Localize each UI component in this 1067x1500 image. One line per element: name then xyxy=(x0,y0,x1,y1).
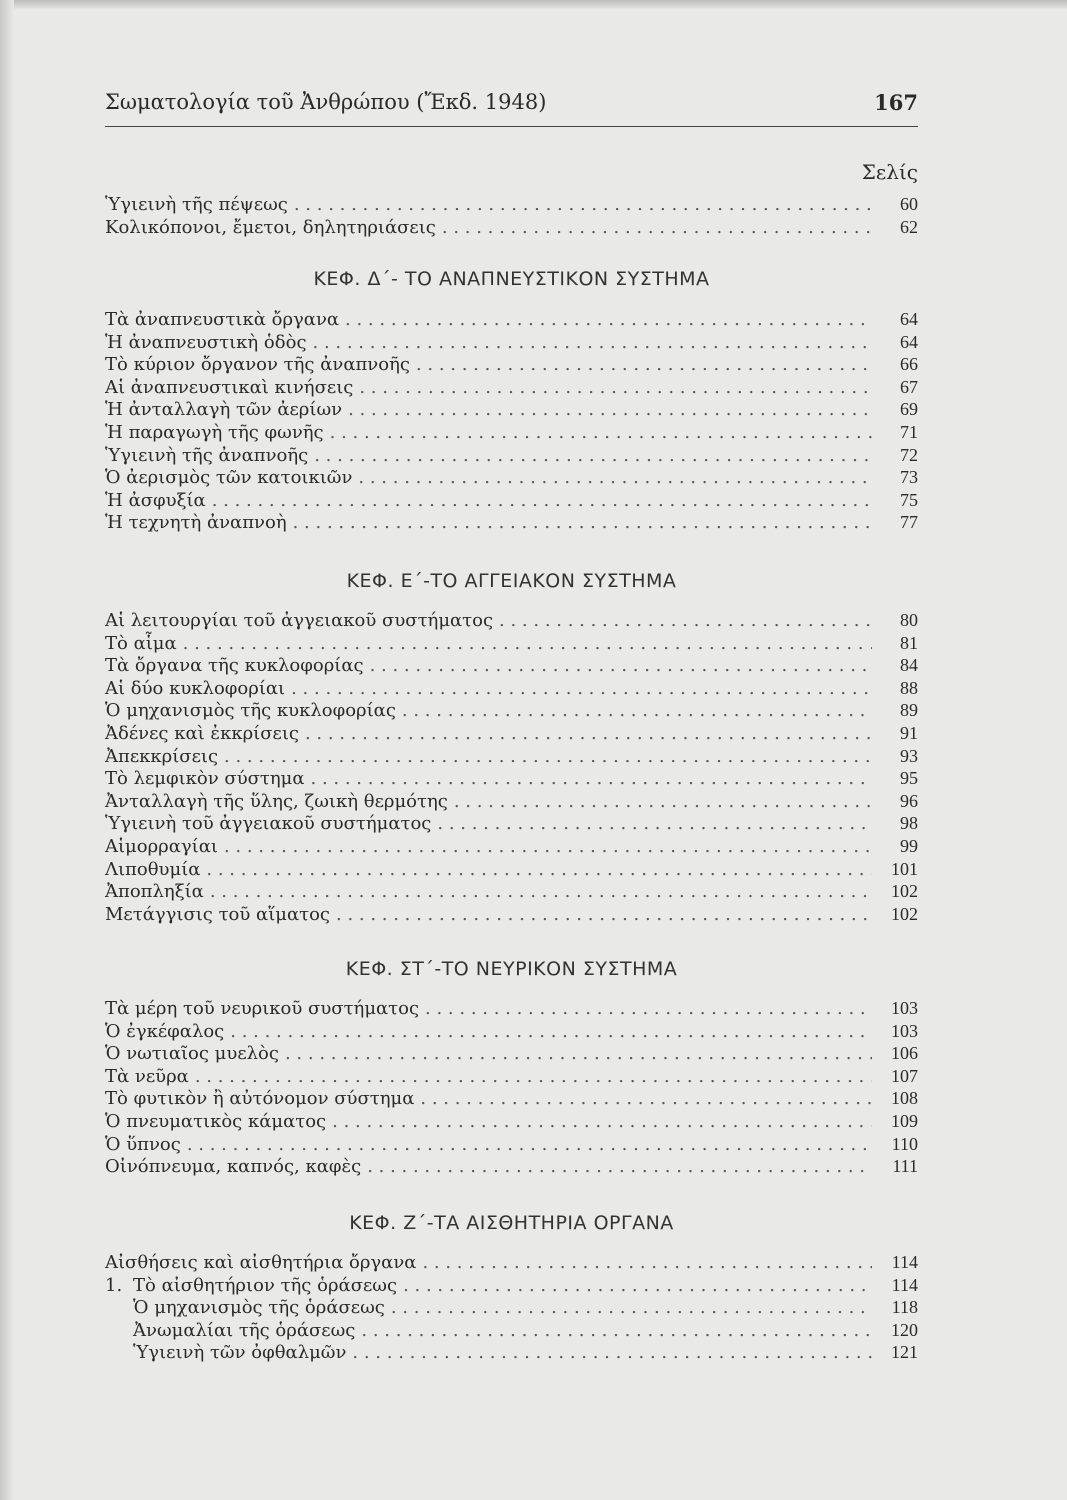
toc-entry-label: Ὁ μηχανισμὸς τῆς ὁράσεως xyxy=(133,1297,385,1319)
toc-entry-label: Ἡ ἀσφυξία xyxy=(105,489,206,511)
toc-entry xyxy=(105,790,918,813)
toc-entry xyxy=(105,1087,918,1110)
toc-dot-leader xyxy=(370,654,872,677)
toc-entry-label: Τὸ κύριον ὄργανον τῆς ἀναπνοῆς xyxy=(105,354,410,376)
toc-entry-page: 62 xyxy=(900,216,918,237)
toc-entry-label: Αἱμορραγίαι xyxy=(105,836,218,857)
toc-entry xyxy=(105,444,918,467)
toc-dot-leader xyxy=(291,677,872,700)
toc-entry xyxy=(105,353,918,376)
toc-entry-page: 98 xyxy=(900,813,918,834)
toc-entry-label: Ἀποπληξία xyxy=(105,881,204,903)
toc-entry xyxy=(105,1341,918,1364)
toc-entry-page: 69 xyxy=(900,399,918,420)
toc-entry xyxy=(105,654,918,677)
toc-entry xyxy=(105,1155,918,1178)
toc-entry-label: Αἱ ἀναπνευστικαὶ κινήσεις xyxy=(105,376,354,398)
page-binding-edge xyxy=(0,0,14,1500)
toc-dot-leader xyxy=(294,193,872,216)
toc-entry-page: 67 xyxy=(900,376,918,397)
toc-dot-leader xyxy=(212,489,872,512)
toc-entry-page: 120 xyxy=(891,1319,918,1340)
toc-entry-page: 88 xyxy=(900,677,918,698)
toc-entry-page: 73 xyxy=(900,467,918,488)
toc-entry-page: 106 xyxy=(891,1043,918,1064)
toc-entry xyxy=(105,1020,918,1043)
toc-entry-label: Ὁ πνευματικὸς κάματος xyxy=(105,1111,327,1132)
toc-entry-page: 96 xyxy=(900,790,918,811)
toc-entry xyxy=(105,193,918,216)
toc-dot-leader xyxy=(420,1087,872,1110)
toc-entry-page: 103 xyxy=(891,1020,918,1041)
toc-entry xyxy=(105,331,918,354)
toc-entry-page: 102 xyxy=(891,881,918,902)
toc-entry-label: Τὰ ἀναπνευστικὰ ὄργανα xyxy=(105,309,340,330)
toc-entry-page: 80 xyxy=(900,610,918,630)
toc-entry xyxy=(105,1319,918,1342)
toc-entry-page: 77 xyxy=(900,512,918,533)
toc-dot-leader xyxy=(195,1065,872,1088)
toc-entry-label: Τὸ αἷμα xyxy=(105,632,177,654)
toc-entry xyxy=(105,677,918,700)
toc-dot-leader xyxy=(437,812,872,835)
toc-entry xyxy=(105,376,918,399)
toc-entry xyxy=(105,835,918,858)
toc-entry-page: 60 xyxy=(900,194,918,214)
toc-entry-label: Τὸ λεμφικὸν σύστημα xyxy=(105,768,305,790)
toc-entry-page: 101 xyxy=(891,858,918,879)
toc-entry xyxy=(105,511,918,534)
toc-dot-leader xyxy=(348,398,872,421)
toc-entry-page: 103 xyxy=(891,998,918,1018)
toc-entry-label: Ἡ ἀναπνευστικὴ ὁδὸς xyxy=(105,331,307,353)
toc-entry-label: Τὰ νεῦρα xyxy=(105,1065,189,1087)
toc-entry xyxy=(105,421,918,444)
page-number: 167 xyxy=(874,90,918,115)
toc-entry xyxy=(105,632,918,655)
toc-entry-page: 66 xyxy=(900,354,918,375)
toc-entry-label: Ὁ μηχανισμὸς τῆς κυκλοφορίας xyxy=(105,700,396,722)
toc-dot-leader xyxy=(361,1319,872,1342)
toc-dot-leader xyxy=(332,1110,872,1133)
toc-entry xyxy=(105,609,918,632)
toc-entry-page: 114 xyxy=(891,1274,918,1295)
toc-dot-leader xyxy=(352,1341,872,1364)
toc-dot-leader xyxy=(336,903,872,926)
toc-entry-label: Αἱ λειτουργίαι τοῦ ἀγγειακοῦ συστήματος xyxy=(105,610,494,631)
toc-dot-leader xyxy=(187,1133,872,1156)
toc-entry-page: 114 xyxy=(891,1252,918,1272)
toc-entry-label: Ἡ τεχνητὴ ἀναπνοὴ xyxy=(105,512,287,534)
toc-dot-leader xyxy=(313,331,872,354)
toc-entry xyxy=(105,466,918,489)
toc-entry xyxy=(105,767,918,790)
toc-entry-label: Ὁ ὕπνος xyxy=(105,1133,181,1155)
toc-entry-page: 95 xyxy=(900,768,918,789)
toc-entry-page: 110 xyxy=(891,1133,918,1154)
toc-dot-leader xyxy=(183,632,872,655)
toc-entry-label: Ὑγιεινὴ τοῦ ἀγγειακοῦ συστήματος xyxy=(105,813,432,835)
toc-entry xyxy=(105,1042,918,1065)
toc-entry-label: Τὰ ὄργανα τῆς κυκλοφορίας xyxy=(105,655,364,677)
toc-entry-label: Ἀνταλλαγὴ τῆς ὕλης, ζωικὴ θερμότης xyxy=(105,790,448,812)
toc-entry-label: Ὁ ἐγκέφαλος xyxy=(105,1020,225,1042)
toc-entry-page: 102 xyxy=(891,903,918,924)
toc-entry-label: Τὸ αἰσθητήριον τῆς ὁράσεως xyxy=(133,1274,398,1296)
toc-entry xyxy=(105,812,918,835)
toc-entry xyxy=(105,308,918,331)
toc-dot-leader xyxy=(210,880,872,903)
toc-entry xyxy=(105,997,918,1020)
toc-entry xyxy=(105,398,918,421)
toc-dot-leader xyxy=(345,308,872,331)
chapter-heading: ΚΕΦ. Δ΄- ΤΟ ΑΝΑΠΝΕΥΣΤΙΚΟΝ ΣΥΣΤΗΜΑ xyxy=(313,268,710,290)
toc-entry-page: 93 xyxy=(900,745,918,766)
toc-entry xyxy=(105,903,918,926)
toc-entry-label: Λιποθυμία xyxy=(105,858,201,880)
toc-entry-page: 64 xyxy=(900,309,918,329)
toc-entry-page: 109 xyxy=(891,1111,918,1131)
page-column-label: Σελίς xyxy=(861,160,918,184)
toc-dot-leader xyxy=(359,376,872,399)
toc-entry-label: Ἀπεκκρίσεις xyxy=(105,745,219,767)
toc-entry-label: Κολικόπονοι, ἔμετοι, δηλητηριάσεις xyxy=(105,216,436,238)
toc-dot-leader xyxy=(224,745,872,768)
toc-entry xyxy=(105,1296,918,1319)
toc-entry xyxy=(105,858,918,881)
toc-dot-leader xyxy=(293,511,872,534)
toc-dot-leader xyxy=(416,353,872,376)
toc-entry-label: Ἡ ἀνταλλαγὴ τῶν ἀερίων xyxy=(105,399,343,421)
toc-dot-leader xyxy=(358,466,872,489)
toc-dot-leader xyxy=(330,421,872,444)
toc-dot-leader xyxy=(442,216,872,239)
toc-dot-leader xyxy=(224,835,872,858)
toc-entry-label: Ὑγιεινὴ τῆς πέψεως xyxy=(105,194,288,215)
toc-entry-page: 111 xyxy=(892,1156,918,1177)
toc-entry-page: 89 xyxy=(900,700,918,721)
toc-dot-leader xyxy=(367,1155,872,1178)
toc-entry xyxy=(105,1133,918,1156)
page-top-edge xyxy=(0,0,1067,10)
toc-entry-label: Ὁ ἀερισμὸς τῶν κατοικιῶν xyxy=(105,467,353,489)
toc-dot-leader xyxy=(425,997,872,1020)
toc-entry-page: 121 xyxy=(891,1342,918,1363)
running-header-title: Σωματολογία τοῦ Ἀνθρώπου (Ἔκδ. 1948) xyxy=(105,90,547,114)
toc-entry-label: Ὑγιεινὴ τῶν ὀφθαλμῶν xyxy=(133,1342,347,1364)
toc-entry-label: Ἡ παραγωγὴ τῆς φωνῆς xyxy=(105,422,324,443)
toc-dot-leader xyxy=(402,699,872,722)
toc-entry-label: Τὸ φυτικὸν ἢ αὐτόνομον σύστημα xyxy=(105,1088,415,1110)
toc-entry-label: Ὑγιεινὴ τῆς ἀναπνοῆς xyxy=(105,444,309,466)
toc-entry-page: 108 xyxy=(891,1088,918,1109)
toc-entry-page: 71 xyxy=(900,422,918,442)
toc-entry-page: 81 xyxy=(900,632,918,653)
toc-entry-number: 1. xyxy=(105,1274,123,1296)
toc-entry-page: 99 xyxy=(900,836,918,856)
toc-entry-page: 75 xyxy=(900,489,918,510)
toc-entry xyxy=(105,216,918,239)
toc-entry-page: 118 xyxy=(891,1297,918,1318)
toc-dot-leader xyxy=(230,1020,872,1043)
toc-dot-leader xyxy=(499,609,872,632)
toc-dot-leader xyxy=(311,767,872,790)
toc-entry xyxy=(105,1065,918,1088)
toc-entry-page: 72 xyxy=(900,444,918,465)
toc-dot-leader xyxy=(314,444,872,467)
toc-dot-leader xyxy=(285,1042,872,1065)
toc-dot-leader xyxy=(403,1274,872,1297)
toc-entry xyxy=(105,1251,918,1274)
toc-entry-label: Τὰ μέρη τοῦ νευρικοῦ συστήματος xyxy=(105,998,420,1019)
toc-dot-leader xyxy=(454,790,872,813)
running-header xyxy=(105,90,918,127)
toc-entry-label: Ἀδένες καὶ ἐκκρίσεις xyxy=(105,723,299,744)
toc-entry xyxy=(105,880,918,903)
toc-entry xyxy=(105,1110,918,1133)
chapter-heading: ΚΕΦ. Ζ΄-ΤΑ ΑΙΣΘΗΤΗΡΙΑ ΟΡΓΑΝΑ xyxy=(349,1212,674,1234)
toc-entry-page: 84 xyxy=(900,655,918,676)
toc-dot-leader xyxy=(422,1251,872,1274)
toc-entry-label: Αἰσθήσεις καὶ αἰσθητήρια ὄργανα xyxy=(105,1252,417,1273)
toc-entry xyxy=(105,489,918,512)
toc-entry-page: 64 xyxy=(900,331,918,352)
toc-entry-label: Μετάγγισις τοῦ αἵματος xyxy=(105,903,330,925)
toc-dot-leader xyxy=(305,722,872,745)
toc-entry-label: Ἀνωμαλίαι τῆς ὁράσεως xyxy=(133,1319,356,1341)
toc-entry xyxy=(105,745,918,768)
toc-entry-label: Αἱ δύο κυκλοφορίαι xyxy=(105,677,286,699)
chapter-heading: ΚΕΦ. ΣΤ΄-ΤΟ ΝΕΥΡΙΚΟΝ ΣΥΣΤΗΜΑ xyxy=(345,958,678,980)
toc-entry-label: Οἰνόπνευμα, καπνός, καφὲς xyxy=(105,1156,362,1178)
toc-entry-label: Ὁ νωτιαῖος μυελὸς xyxy=(105,1043,279,1065)
toc-dot-leader xyxy=(391,1296,872,1319)
toc-dot-leader xyxy=(206,858,872,881)
chapter-heading: ΚΕΦ. Ε΄-ΤΟ ΑΓΓΕΙΑΚΟΝ ΣΥΣΤΗΜΑ xyxy=(346,570,677,592)
toc-entry-page: 107 xyxy=(891,1065,918,1086)
toc-entry xyxy=(105,699,918,722)
toc-entry xyxy=(105,722,918,745)
toc-entry-page: 91 xyxy=(900,723,918,743)
toc-entry xyxy=(105,1274,918,1297)
